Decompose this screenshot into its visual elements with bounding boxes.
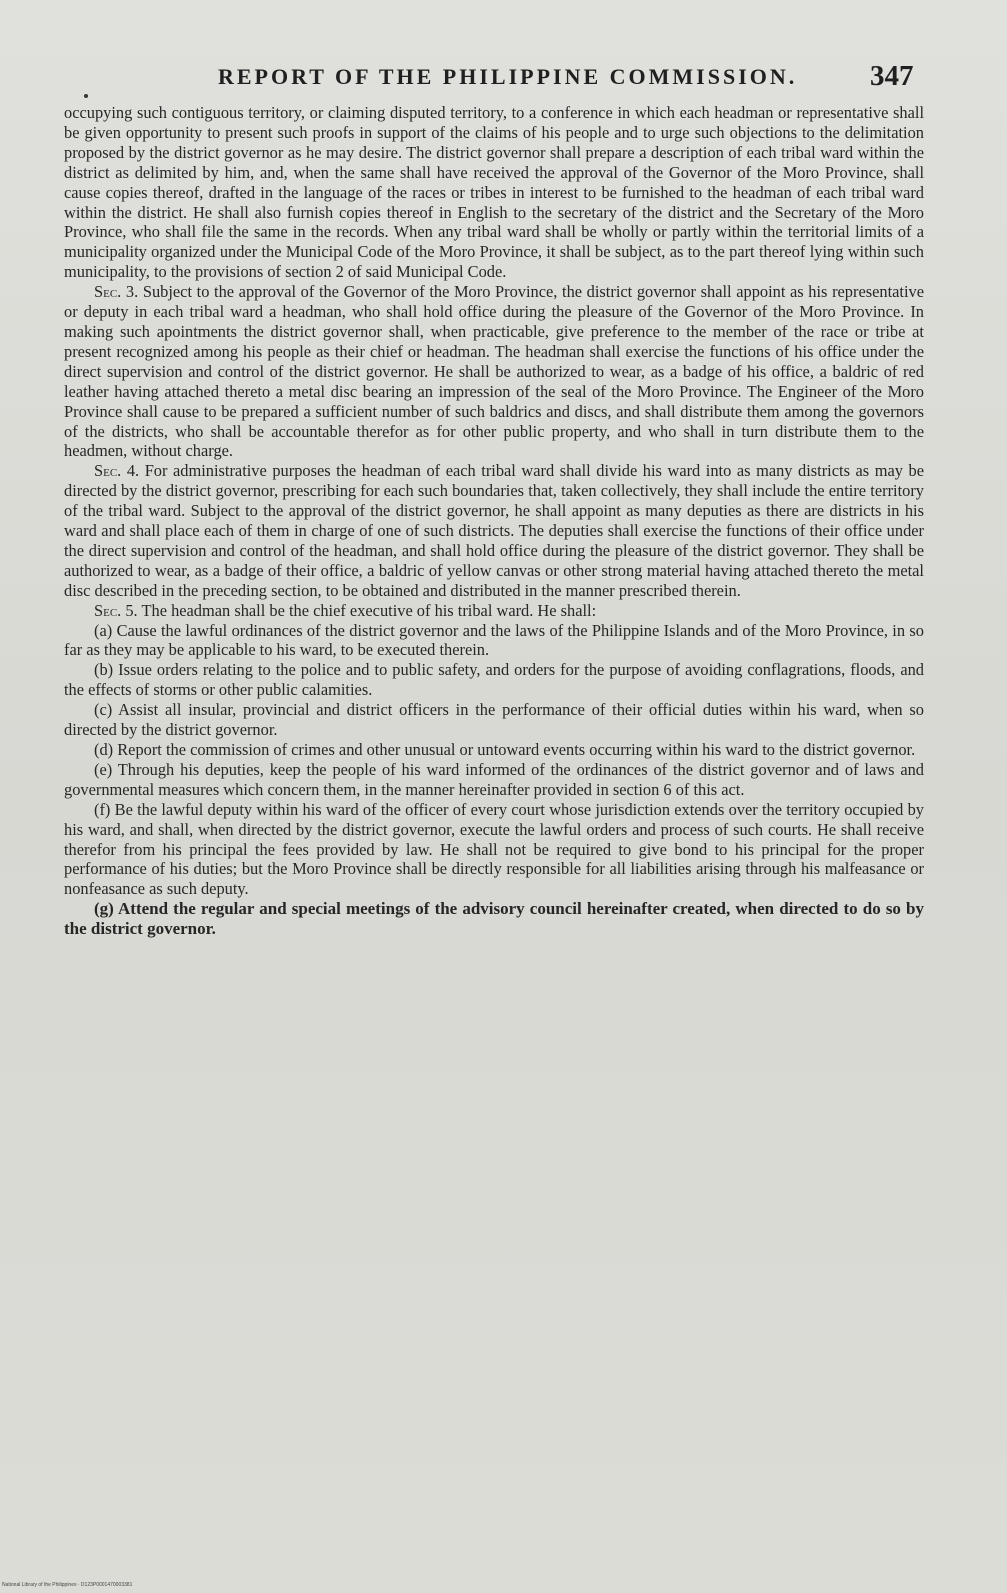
- clause-label: (c): [94, 700, 113, 720]
- stray-mark: [84, 94, 88, 98]
- section-label: Sec. 3.: [94, 282, 139, 302]
- paragraph-section-5: [64, 601, 924, 621]
- paragraph-text: Be the lawful deputy within his ward of the officer of every court whose jurisdiction extends over the territory occupied by his ward, and shall, when directed by the district governor, execute the lawful orders and process of such courts. He shall receive therefor from his principal the fees provided by law. He shall not be required to give bond to his principal for the proper performance of his duties; but the Moro Province shall be directly responsible for all liabilities arising through his malfeasance or nonfeasance as such deputy.: [64, 799, 924, 899]
- section-label: Sec. 5.: [94, 600, 138, 620]
- clause-label: (a): [94, 620, 113, 640]
- scan-footer: National Library of the Philippines · D123P0001470003381: [2, 1582, 133, 1588]
- section-label: Sec. 4.: [94, 461, 140, 481]
- clause-f: [64, 800, 924, 900]
- paragraph-text: Issue orders relating to the police and to public safety, and orders for the purpose of avoiding conflagrations, floods, and the effects of storms or other public calamities.: [64, 660, 924, 700]
- clause-label: (e): [94, 759, 113, 779]
- paragraph-text: Assist all insular, provincial and district officers in the performance of their official duties within his ward, when so directed by the district governor.: [64, 700, 924, 740]
- clause-b: [64, 660, 924, 700]
- running-head: [0, 60, 1007, 100]
- clause-e: [64, 760, 924, 800]
- paragraph-text: For administrative purposes the headman of each tribal ward shall divide his ward into as many districts as may be directed by the district governor, prescribing for each such boundaries that, taken collectively, they shall include the entire territory of the tribal ward. Subject to the approval of the district governor, he shall appoint as many deputies as there are districts in his ward and shall place each of them in charge of one of such districts. The deputies shall exercise the functions of their office under the direct supervision and control of the headman, and shall hold office during the pleasure of the district governor. They shall be authorized to wear, as a badge of their office, a baldric of yellow canvas or other strong material having attached thereto the metal disc described in the preceding section, to be obtained and distributed in the manner prescribed therein.: [64, 461, 924, 600]
- clause-label: (d): [94, 740, 114, 759]
- page-number: 347: [870, 60, 914, 92]
- running-title: REPORT OF THE PHILIPPINE COMMISSION.: [218, 64, 798, 89]
- clause-d: [64, 740, 924, 760]
- paragraph-text: Report the commission of crimes and other unusual or untoward events occurring within his ward to the district governor.: [117, 740, 916, 759]
- paragraph-text: Attend the regular and special meetings of the advisory council hereinafter created, when directed to do so by the district governor.: [64, 899, 924, 939]
- paragraph-text: The headman shall be the chief executive of his tribal ward. He shall:: [141, 600, 597, 620]
- body-text: [64, 103, 924, 939]
- clause-a: [64, 621, 924, 661]
- paragraph-text: occupying such contiguous territory, or claiming disputed territory, to a conference in which each headman or representative shall be given opportunity to present such proofs in support of the claims of his people and to urge such objections to the delimitation proposed by the district governor as he may desire. The district governor shall prepare a description of each tribal ward within the district as delimited by him, and, when the same shall have received the approval of the Governor of the Moro Province, shall cause copies thereof, drafted in the language of the races or tribes in interest to be furnished to the headman of each tribal ward within the district. He shall also furnish copies thereof in English to the secretary of the district and the Secretary of the Moro Province, who shall file the same in the records. When any tribal ward shall be wholly or partly within the territorial limits of a municipality organized under the Municipal Code of the Moro Province, it shall be subject, as to the part thereof lying within such municipality, to the provisions of section 2 of said Municipal Code.: [64, 103, 924, 282]
- paragraph-text: Through his deputies, keep the people of his ward informed of the ordinances of the district governor and of laws and governmental measures which concern them, in the manner hereinafter provided in section 6 of this act.: [64, 759, 924, 799]
- paragraph-section-4: [64, 461, 924, 600]
- clause-label: (b): [94, 660, 114, 680]
- clause-label: (f): [94, 799, 111, 819]
- clause-c: [64, 700, 924, 740]
- paragraph-continuation: [64, 103, 924, 282]
- clause-label: (g): [94, 899, 114, 919]
- paragraph-section-3: [64, 282, 924, 461]
- paragraph-text: Cause the lawful ordinances of the district governor and the laws of the Philippine Islands and of the Moro Province, in so far as they may be applicable to his ward, to be executed therein.: [64, 620, 924, 660]
- clause-g: [64, 899, 924, 939]
- paragraph-text: Subject to the approval of the Governor of the Moro Province, the district governor shall appoint as his representative or deputy in each tribal ward a headman, who shall hold office during the pleasure of the Governor of the Moro Province. In making such apointments the district governor shall, when practicable, give preference to the member of the race or tribe at present recognized among his people as their chief or headman. The headman shall exercise the functions of his office under the direct supervision and control of the district governor. He shall be authorized to wear, as a badge of his office, a baldric of red leather having attached thereto a metal disc bearing an impression of the seal of the Moro Province. The Engineer of the Moro Province shall cause to be prepared a sufficient number of such baldrics and discs, and shall distribute them among the governors of the districts, who shall be accountable therefor as for other public property, and who shall in turn distribute them to the headmen, without charge.: [64, 282, 924, 461]
